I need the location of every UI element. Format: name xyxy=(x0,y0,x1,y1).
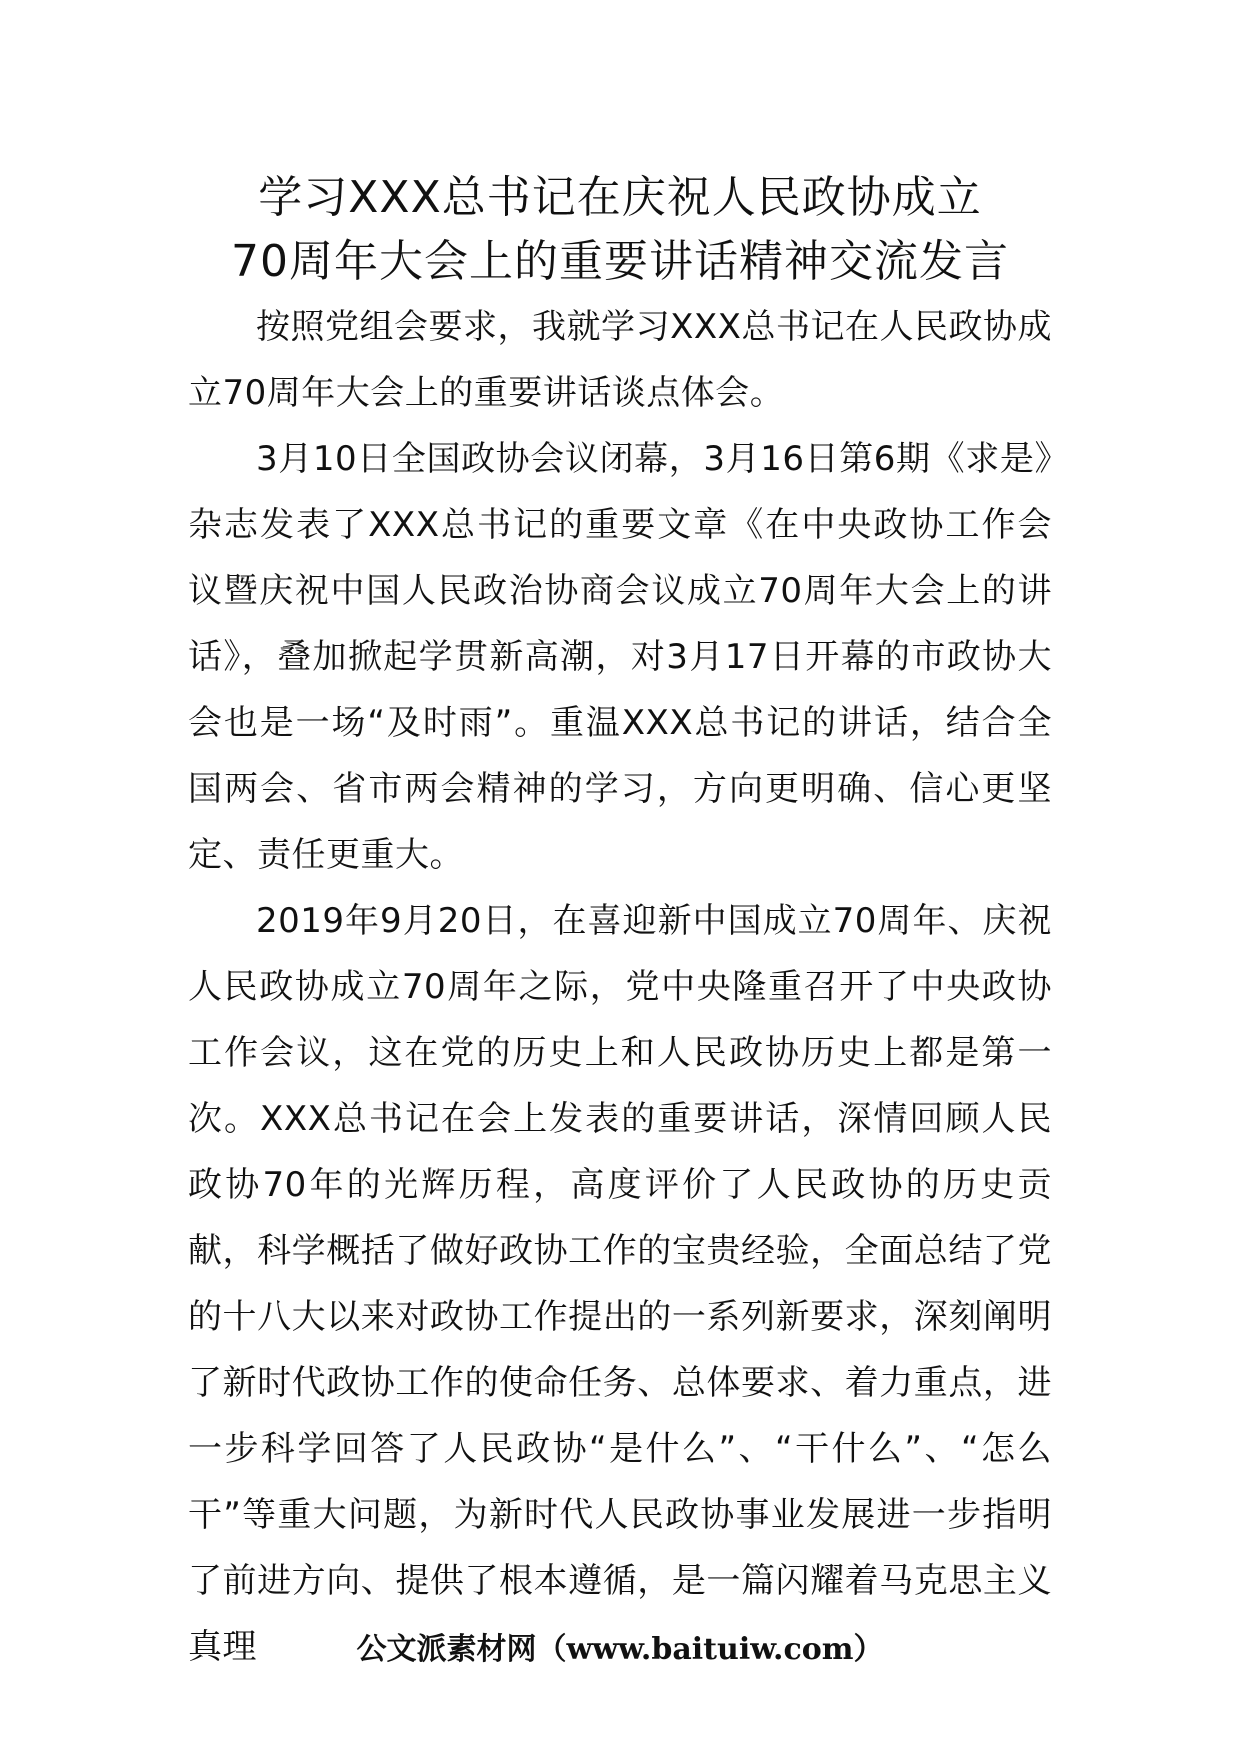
footer-watermark: 公文派素材网（www.baituiw.com） xyxy=(356,1632,884,1667)
document-title-line-1: 学习XXX总书记在庆祝人民政协成立 xyxy=(258,172,982,223)
document-title-line-2: 70周年大会上的重要讲话精神交流发言 xyxy=(231,236,1009,287)
paragraph-3: 2019年9月20日，在喜迎新中国成立70周年、庆祝人民政协成立70周年之际，党中央隆重召开了中央政协工作会议，这在党的历史上和人民政协历史上都是第一次。XXX总书记在会上发表的重要讲话，深情回顾人民政协70年的光辉历程，高度评价了人民政协的历史贡献，科学概括了做好政协工作的宝贵经验，全面总结了党的十八大以来对政协工作提出的一系列新要求，深刻阐明了新时代政协工作的使命任务、总体要求、着力重点，进一步科学回答了人民政协“是什么”、“干什么”、“怎么干”等重大问题，为新时代人民政协事业发展进一步指明了前进方向、提供了根本遵循，是一篇闪耀着马克思主义真理 xyxy=(188,901,1052,1667)
paragraph-1: 按照党组会要求，我就学习XXX总书记在人民政协成立70周年大会上的重要讲话谈点体会。 xyxy=(188,307,1052,413)
paragraph-2: 3月10日全国政协会议闭幕，3月16日第6期《求是》杂志发表了XXX总书记的重要文章《在中央政协工作会议暨庆祝中国人民政治协商会议成立70周年大会上的讲话》，叠加掀起学贯新高潮，对3月17日开幕的市政协大会也是一场“及时雨”。重温XXX总书记的讲话，结合全国两会、省市两会精神的学习，方向更明确、信心更坚定、责任更重大。 xyxy=(188,439,1052,875)
document-body xyxy=(188,294,1052,1680)
